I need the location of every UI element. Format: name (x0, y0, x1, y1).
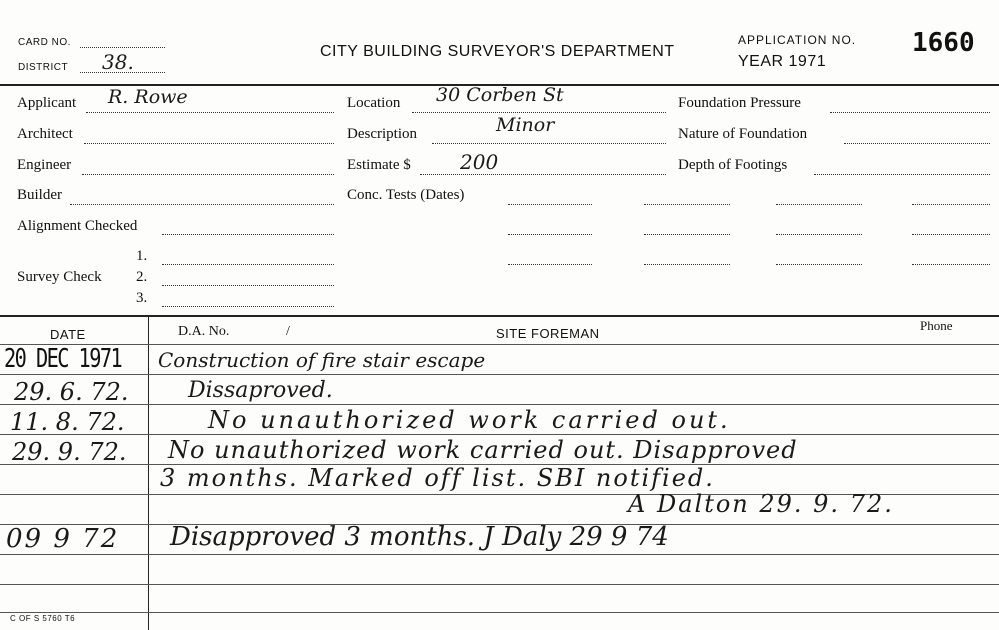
survey-check-label: Survey Check (17, 269, 102, 285)
nature-of-foundation-line (844, 143, 990, 144)
conc-test-line-11 (776, 264, 862, 265)
conc-test-line-5 (508, 234, 592, 235)
row-2-date: 29. 6. 72. (14, 378, 129, 406)
conc-test-line-10 (644, 264, 730, 265)
row-3-text: No unauthorized work carried out. (208, 406, 731, 434)
description-line (432, 143, 666, 144)
table-row-line (0, 344, 999, 345)
survey-check-3: 3. (136, 290, 148, 306)
row-1-text: Construction of fire stair escape (158, 348, 486, 372)
table-row-line (0, 612, 999, 613)
conc-test-line-4 (912, 204, 990, 205)
builder-label: Builder (17, 187, 62, 203)
alignment-checked-label: Alignment Checked (17, 218, 138, 234)
date-column-divider (148, 316, 149, 630)
row-7-date: 09 9 72 (6, 524, 120, 554)
year-label: YEAR 1971 (738, 53, 827, 70)
applicant-label: Applicant (17, 95, 77, 111)
district-label: DISTRICT (18, 62, 69, 73)
site-foreman-header: SITE FOREMAN (496, 326, 600, 341)
table-row-line (0, 584, 999, 585)
conc-test-line-2 (644, 204, 730, 205)
survey-check-2: 2. (136, 269, 148, 285)
application-no-value: 1660 (912, 28, 975, 58)
row-7-text: Disapproved 3 months. J Daly 29 9 74 (170, 522, 669, 552)
conc-test-line-7 (776, 234, 862, 235)
conc-test-line-1 (508, 204, 592, 205)
row-1-date: 20 DEC 1971 (4, 344, 122, 374)
location-value: 30 Corben St (436, 84, 564, 106)
row-2-text: Dissaproved. (188, 378, 333, 403)
table-row-line (0, 374, 999, 375)
survey-check-line-2 (162, 285, 334, 286)
table-row-line (0, 554, 999, 555)
da-no-header: D.A. No. (178, 324, 230, 339)
applicant-value: R. Rowe (108, 86, 188, 108)
conc-test-line-3 (776, 204, 862, 205)
nature-of-foundation-label: Nature of Foundation (678, 126, 808, 142)
conc-test-line-8 (912, 234, 990, 235)
row-3-date: 11. 8. 72. (10, 408, 125, 436)
architect-line (84, 143, 334, 144)
application-no-label: APPLICATION NO. (738, 33, 857, 47)
table-row-line (0, 434, 999, 435)
form-code: C OF S 5760 T6 (10, 614, 76, 623)
district-value: 38. (102, 50, 134, 74)
row-4-date: 29. 9. 72. (12, 438, 127, 466)
conc-test-line-12 (912, 264, 990, 265)
card-no-line (80, 47, 165, 48)
date-header: DATE (50, 327, 86, 342)
estimate-value: 200 (460, 150, 499, 174)
department-title: CITY BUILDING SURVEYOR'S DEPARTMENT (320, 43, 675, 60)
row-6-signature: A Dalton 29. 9. 72. (628, 490, 894, 518)
applicant-line (86, 112, 334, 113)
row-4-text: No unauthorized work carried out. Disapproved (168, 436, 798, 464)
card-no-label: CARD NO. (18, 37, 71, 48)
conc-test-line-6 (644, 234, 730, 235)
builder-line (70, 204, 334, 205)
estimate-line (420, 174, 666, 175)
conc-test-line-9 (508, 264, 592, 265)
alignment-checked-line (162, 234, 334, 235)
table-top-border (0, 315, 999, 317)
survey-check-1: 1. (136, 248, 148, 264)
foundation-pressure-label: Foundation Pressure (678, 95, 801, 111)
da-slash: / (286, 324, 290, 339)
description-label: Description (347, 126, 417, 142)
estimate-label: Estimate $ (347, 157, 411, 173)
survey-check-line-3 (162, 306, 334, 307)
engineer-line (82, 174, 334, 175)
phone-header: Phone (920, 318, 953, 333)
engineer-label: Engineer (17, 157, 72, 173)
row-5-text: 3 months. Marked off list. SBI notified. (160, 464, 715, 492)
table-row-line (0, 404, 999, 405)
location-line (412, 112, 666, 113)
conc-tests-label: Conc. Tests (Dates) (347, 187, 465, 203)
survey-check-line-1 (162, 264, 334, 265)
depth-of-footings-line (814, 174, 990, 175)
architect-label: Architect (17, 126, 73, 142)
description-value: Minor (496, 114, 555, 136)
foundation-pressure-line (830, 112, 990, 113)
location-label: Location (347, 95, 401, 111)
depth-of-footings-label: Depth of Footings (678, 157, 788, 173)
